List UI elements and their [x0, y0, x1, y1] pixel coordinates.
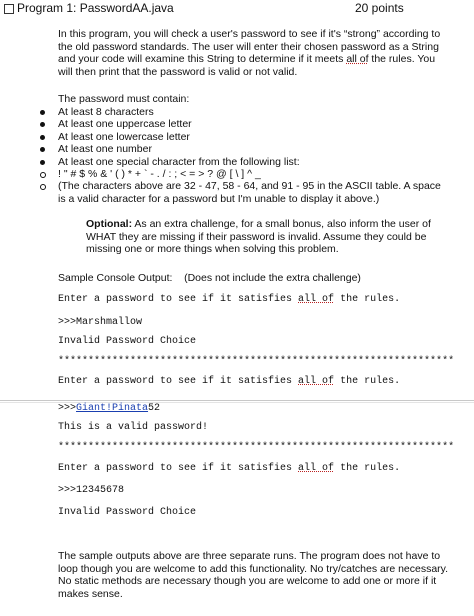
console-input: >>>Giant!Pinata52	[58, 403, 161, 414]
document-header	[0, 0, 474, 20]
circle-bullet-icon	[40, 184, 46, 190]
console-output: Invalid Password Choice	[58, 336, 197, 347]
rule-item: At least one number	[40, 143, 450, 155]
rule-item: At least 8 characters	[40, 106, 450, 118]
checkbox-icon[interactable]	[4, 4, 14, 14]
rules-heading: The password must contain:	[58, 93, 190, 105]
console-prompt: Enter a password to see if it satisfies all of the rules.	[58, 294, 401, 305]
console-input: >>>12345678	[58, 485, 125, 496]
bullet-icon	[40, 135, 45, 140]
rules-list	[40, 106, 450, 205]
rule-item: At least one lowercase letter	[40, 131, 450, 143]
sample-heading: Sample Console Output:	[58, 272, 173, 284]
ascii-note-item: (The characters above are 32 - 47, 58 - 64, and 91 - 95 in the ASCII table. A space is a valid character for a password but I'm unable to display it above.)	[40, 180, 450, 205]
rule-item: At least one uppercase letter	[40, 118, 450, 130]
optional-challenge	[86, 218, 446, 256]
console-input: >>>Marshmallow	[58, 317, 143, 328]
points-label: 20 points	[355, 1, 404, 15]
program-title: Program 1: PasswordAA.java	[17, 1, 174, 15]
console-output: Invalid Password Choice	[58, 507, 197, 518]
intro-paragraph	[58, 28, 450, 78]
bullet-icon	[40, 147, 45, 152]
rule-item: At least one special character from the following list:	[40, 156, 450, 168]
special-chars-item: ! " # $ % & ' ( ) * + ` - . / : ; < = > ? @ [ \ ] ^ _	[40, 168, 450, 180]
console-prompt: Enter a password to see if it satisfies all of the rules.	[58, 463, 401, 474]
intro-all-of: all of	[346, 53, 369, 65]
console-separator: ******************************************************************	[58, 356, 455, 367]
console-separator: ******************************************************************	[58, 442, 455, 453]
bullet-icon	[40, 110, 45, 115]
sample-note: (Does not include the extra challenge)	[184, 272, 361, 284]
page-break	[0, 400, 474, 401]
closing-paragraph: The sample outputs above are three separate runs. The program does not have to loop though you are welcome to add this functionality. No try/catches are necessary. No static methods are necessary though you are welcome to add one or more if it makes sense.	[58, 550, 449, 600]
bullet-icon	[40, 122, 45, 127]
optional-text: As an extra challenge, for a small bonus, also inform the user of WHAT they are missing if their password is invalid. Assume they could be missing one or more things when solving this problem.	[86, 218, 431, 255]
optional-label: Optional:	[86, 218, 133, 230]
circle-bullet-icon	[40, 172, 46, 178]
bullet-icon	[40, 160, 45, 165]
intro-text-1: In this program, you will check a user's password to see if it's “strong” according to the old password standards. The user will enter their chosen password as a String and your code will examine this String to determine if it meets	[58, 28, 441, 65]
password-link[interactable]: Giant!Pinata	[76, 403, 149, 414]
console-output: This is a valid password!	[58, 422, 209, 433]
console-prompt: Enter a password to see if it satisfies all of the rules.	[58, 376, 401, 387]
intro-text-2: the rules. You will then print that the password is valid or not valid.	[58, 53, 436, 78]
sample-heading-row	[58, 272, 458, 285]
